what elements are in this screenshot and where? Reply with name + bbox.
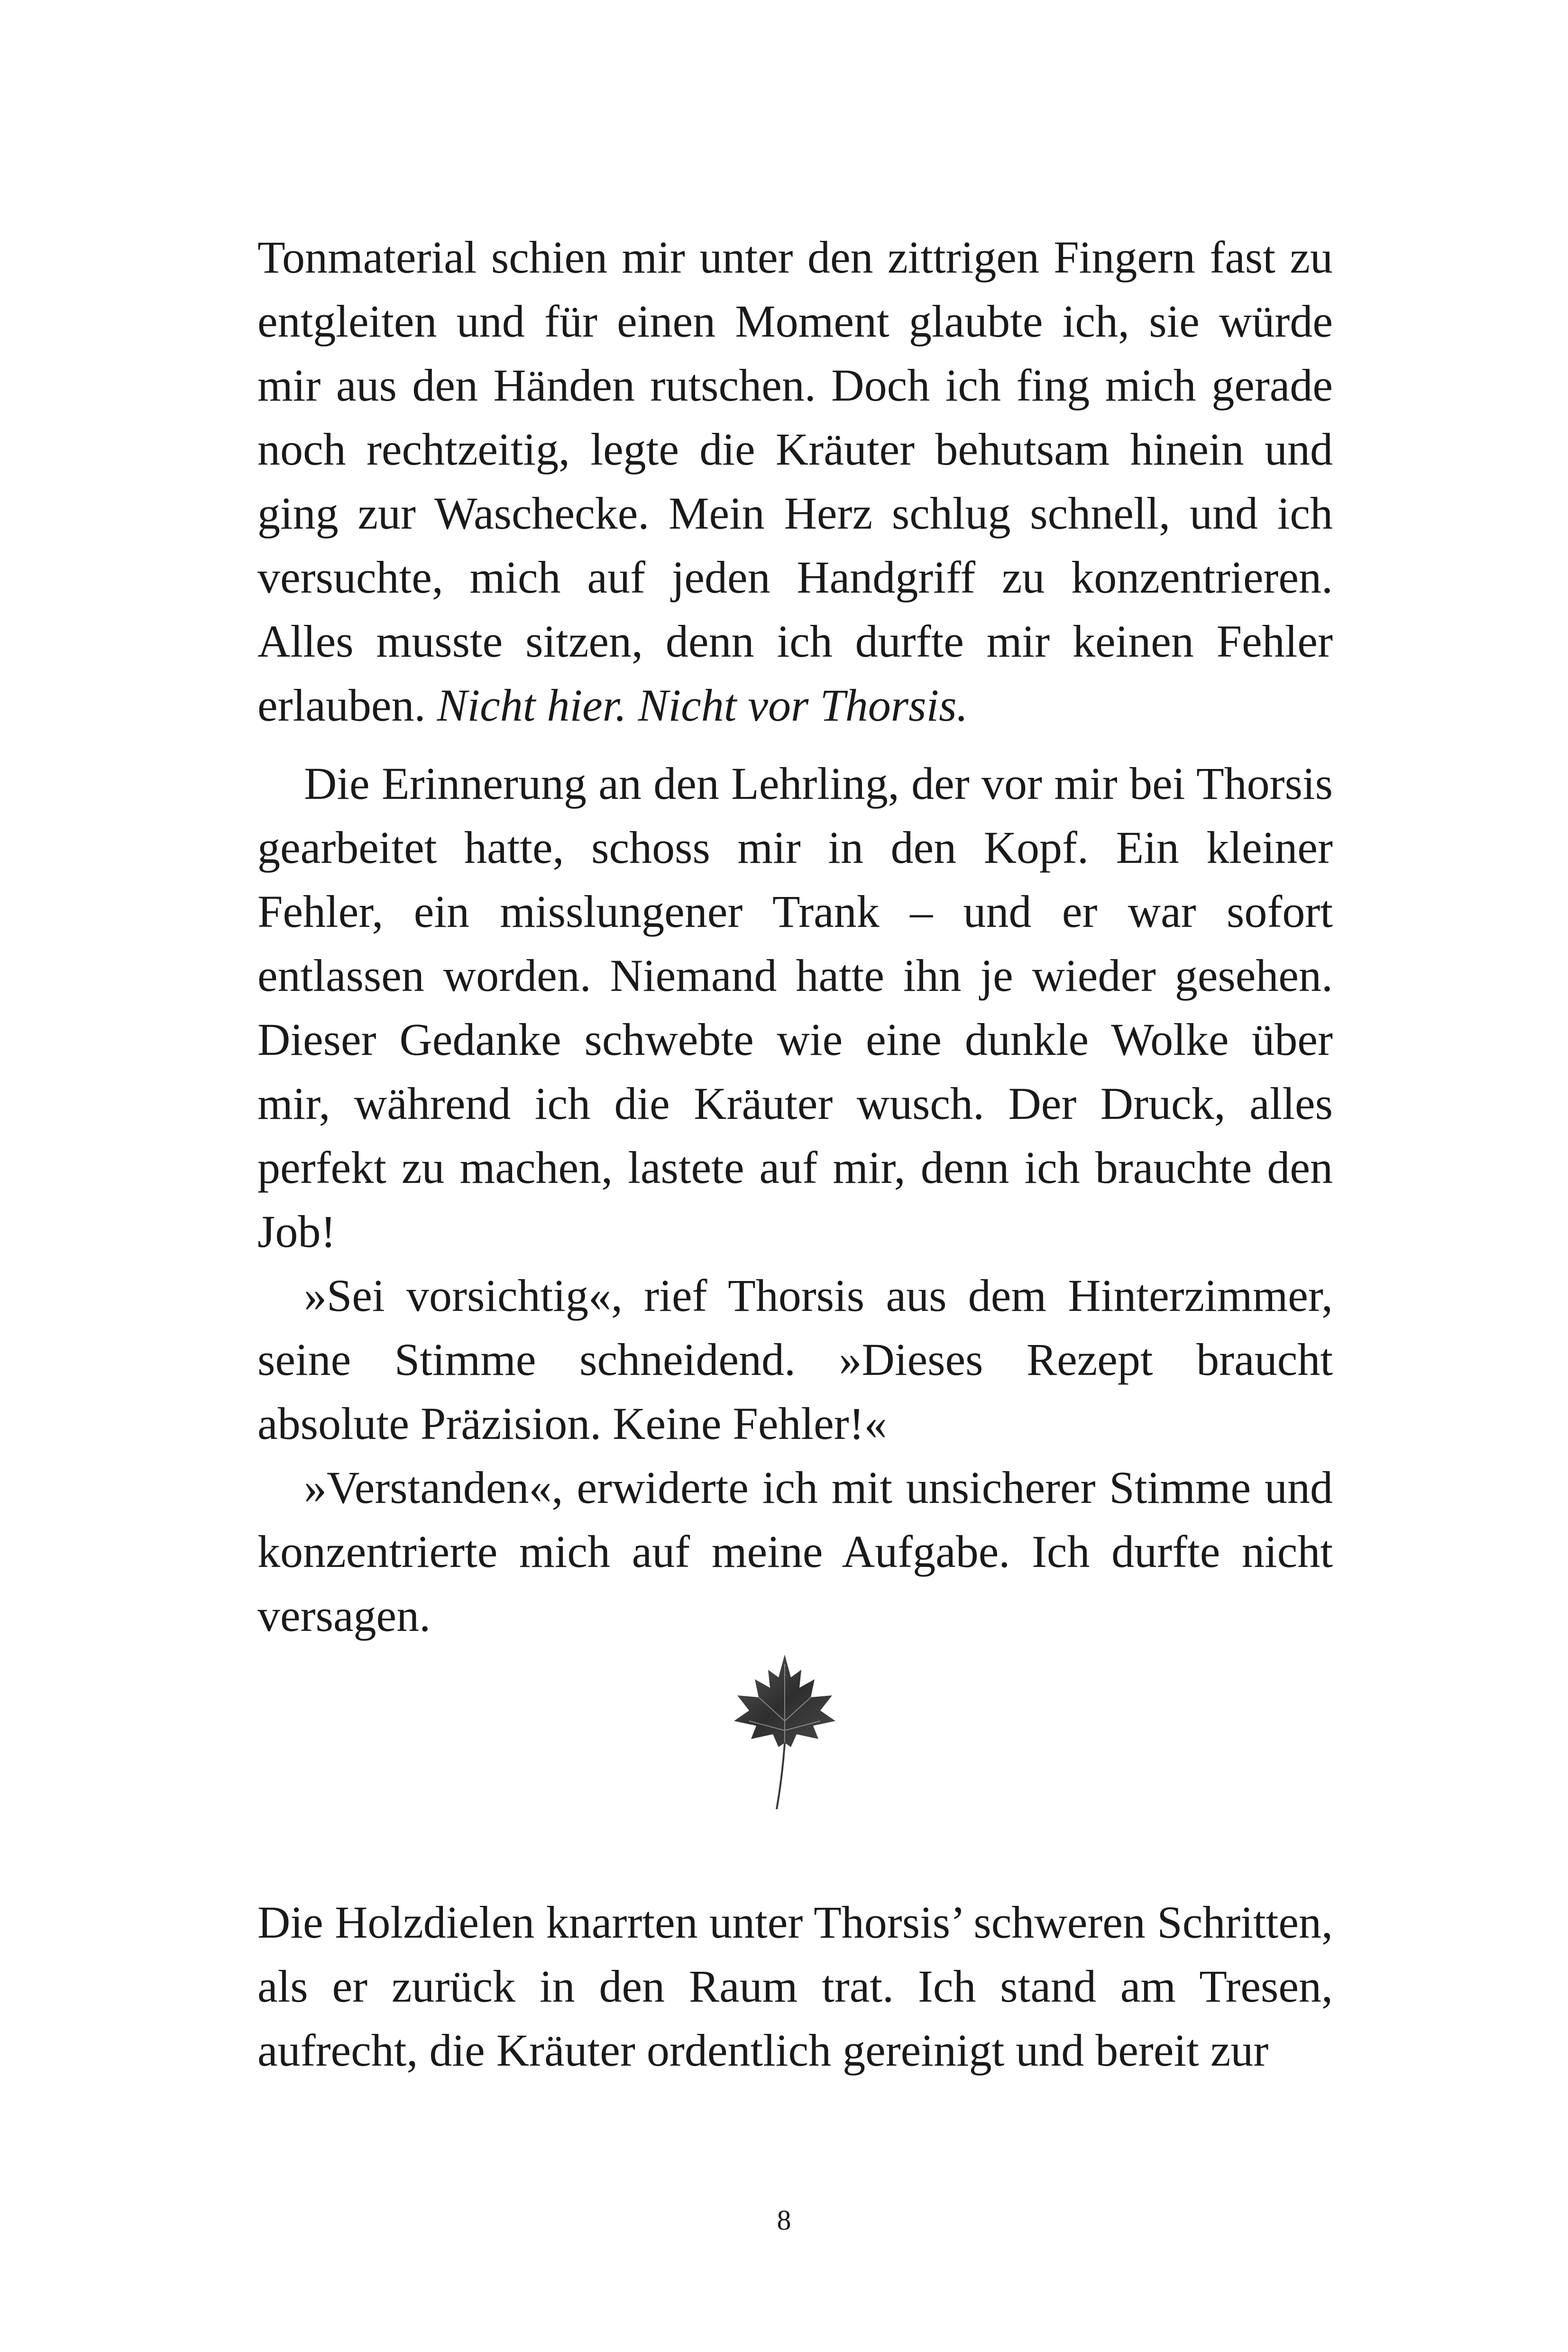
paragraph-1 xyxy=(257,225,1333,737)
paragraph-4: »Verstanden«, erwiderte ich mit unsicherer Stimme und konzentrierte mich auf meine Aufgabe. Ich durfte nicht versagen. xyxy=(257,1462,1333,1641)
text-block-top xyxy=(257,225,1333,1647)
maple-leaf-stem xyxy=(777,1743,785,1809)
paragraph-1-text: Tonmaterial schien mir unter den zittrigen Fingern fast zu entgleiten und für einen Moment glaubte ich, sie würde mir aus den Händen rutschen. Doch ich fing mich gerade noch rechtzeitig, legte die Kräuter behutsam hinein und ging zur Waschecke. Mein Herz schlug schnell, und ich versuchte, mich auf jeden Handgriff zu konzentrieren. Alles musste sitzen, denn ich durfte mir keinen Fehler erlauben. xyxy=(257,232,1333,731)
maple-leaf-icon xyxy=(730,1650,839,1811)
text-block-bottom xyxy=(257,1890,1333,2082)
paragraph-3: »Sei vorsichtig«, rief Thorsis aus dem Hinterzimmer, seine Stimme schneidend. »Dieses Rezept braucht absolute Präzision. Keine Fehler!« xyxy=(257,1270,1333,1449)
paragraph-5: Die Holzdielen knarrten unter Thorsis’ schweren Schritten, als er zurück in den Raum trat. Ich stand am Tresen, aufrecht, die Kräuter ordentlich gereinigt und bereit zur xyxy=(257,1897,1333,2076)
paragraph-2: Die Erinnerung an den Lehrling, der vor mir bei Thorsis gearbeitet hatte, schoss mir in den Kopf. Ein kleiner Fehler, ein misslungener Trank – und er war sofort entlassen worden. Niemand hatte ihn je wieder gesehen. Dieser Gedanke schwebte wie eine dunkle Wolke über mir, während ich die Kräuter wusch. Der Druck, alles perfekt zu machen, lastete auf mir, denn ich brauchte den Job! xyxy=(257,758,1333,1257)
paragraph-1-italic-text: Nicht hier. Nicht vor Thorsis. xyxy=(437,680,968,731)
page-number: 8 xyxy=(777,2205,791,2236)
